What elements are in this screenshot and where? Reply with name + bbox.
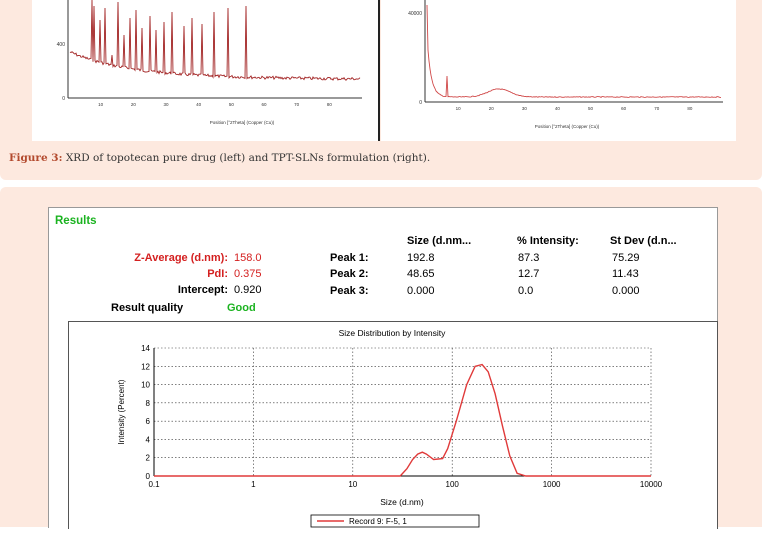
peak-label: Peak 3:	[330, 285, 369, 297]
y-tick-label: 40000	[408, 11, 422, 17]
xrd-right-svg	[381, 0, 736, 141]
x-tick-label: 1	[251, 480, 256, 489]
figure-caption-text: XRD of topotecan pure drug (left) and TPT-SLNs formulation (right).	[65, 152, 431, 164]
figure-divider	[378, 0, 380, 141]
figure-caption-label: Figure 3:	[9, 152, 63, 164]
x-tick-labels	[98, 102, 332, 107]
x-tick-label: 30	[521, 106, 527, 111]
y-tick-label: 12	[141, 362, 150, 372]
x-tick-labels	[148, 480, 662, 489]
y-tick-label: 0	[419, 100, 422, 106]
legend-label: Record 9: F-5, 1	[349, 517, 407, 526]
xrd-pure-drug-chart	[32, 0, 378, 141]
y-tick-label: 0	[145, 472, 150, 481]
x-tick-label: 80	[326, 102, 332, 107]
figure-3-panel	[0, 0, 762, 180]
y-tick-label: 14	[141, 344, 150, 353]
x-tick-label: 30	[163, 102, 169, 107]
x-tick-label: 20	[488, 106, 494, 111]
xrd-sln-trace	[427, 5, 721, 97]
peak-size: 48.65	[407, 268, 435, 280]
col-header-size: Size (d.nm...	[407, 235, 472, 247]
results-card	[48, 207, 718, 528]
x-tick-label: 50	[588, 106, 594, 111]
results-title: Results	[55, 215, 97, 227]
result-quality-value: Good	[227, 302, 256, 314]
x-axis-label: Position [°2Theta] (Copper (Cu))	[209, 120, 275, 125]
xrd-left-svg	[32, 0, 378, 141]
x-tick-label: 40	[554, 106, 560, 111]
intercept-value: 0.920	[234, 284, 262, 296]
peak-stdev: 11.43	[612, 268, 639, 280]
x-tick-label: 10	[98, 102, 104, 107]
x-tick-label: 1000	[542, 480, 561, 489]
peak-intensity: 12.7	[518, 268, 540, 280]
col-header-stdev: St Dev (d.n...	[610, 235, 677, 247]
x-tick-label: 10	[348, 480, 358, 489]
xrd-pure-drug-trace	[70, 0, 360, 80]
peak-stdev: 0.000	[612, 285, 640, 297]
chart-grid	[154, 348, 651, 476]
x-tick-label: 80	[687, 106, 693, 111]
peak-size: 0.000	[407, 285, 435, 297]
figure-caption	[9, 152, 430, 164]
x-tick-label: 70	[294, 102, 300, 107]
series-line	[154, 365, 651, 477]
pdi-label: PdI:	[207, 268, 228, 280]
y-tick-label: 10	[141, 380, 150, 390]
y-tick-labels	[141, 344, 150, 481]
x-axis-label: Size (d.nm)	[380, 497, 424, 507]
pdi-value: 0.375	[234, 268, 262, 280]
chart-title: Size Distribution by Intensity	[338, 328, 446, 338]
x-tick-label: 100	[445, 480, 459, 489]
x-tick-label: 20	[130, 102, 136, 107]
x-tick-label: 60	[621, 106, 627, 111]
z-average-value: 158.0	[234, 252, 262, 264]
y-axis-label: Intensity (Percent)	[117, 379, 126, 445]
size-distribution-chart	[68, 321, 718, 529]
size-distribution-svg	[69, 322, 717, 529]
intercept-label: Intercept:	[177, 284, 228, 296]
x-tick-labels	[456, 106, 693, 111]
peak-size: 192.8	[407, 252, 435, 264]
y-tick-label: 2	[145, 453, 150, 463]
peak-label: Peak 1:	[330, 252, 369, 264]
col-header-intensity: % Intensity:	[517, 235, 579, 247]
results-panel	[0, 187, 762, 527]
y-tick-label: 6	[145, 417, 150, 427]
x-tick-label: 50	[228, 102, 234, 107]
y-tick-label: 4	[145, 435, 150, 445]
x-tick-label: 10000	[639, 480, 663, 489]
z-average-label: Z-Average (d.nm):	[134, 252, 228, 264]
x-tick-label: 10	[455, 106, 461, 111]
result-quality-label: Result quality	[111, 302, 184, 314]
y-tick-label: 400	[56, 42, 65, 48]
x-tick-label: 70	[654, 106, 660, 111]
y-tick-label: 0	[62, 96, 65, 102]
peak-stdev: 75.29	[612, 252, 640, 264]
y-tick-label: 8	[145, 398, 150, 408]
x-tick-label: 60	[261, 102, 267, 107]
xrd-sln-chart	[381, 0, 736, 141]
x-axis-label: Position [°2Theta] (Copper (Cu))	[534, 124, 600, 129]
x-tick-label: 40	[196, 102, 202, 107]
chart-legend	[311, 515, 479, 527]
peak-intensity: 0.0	[518, 285, 534, 297]
peak-intensity: 87.3	[518, 252, 540, 264]
x-tick-label: 0.1	[148, 480, 160, 489]
peak-label: Peak 2:	[330, 268, 369, 280]
